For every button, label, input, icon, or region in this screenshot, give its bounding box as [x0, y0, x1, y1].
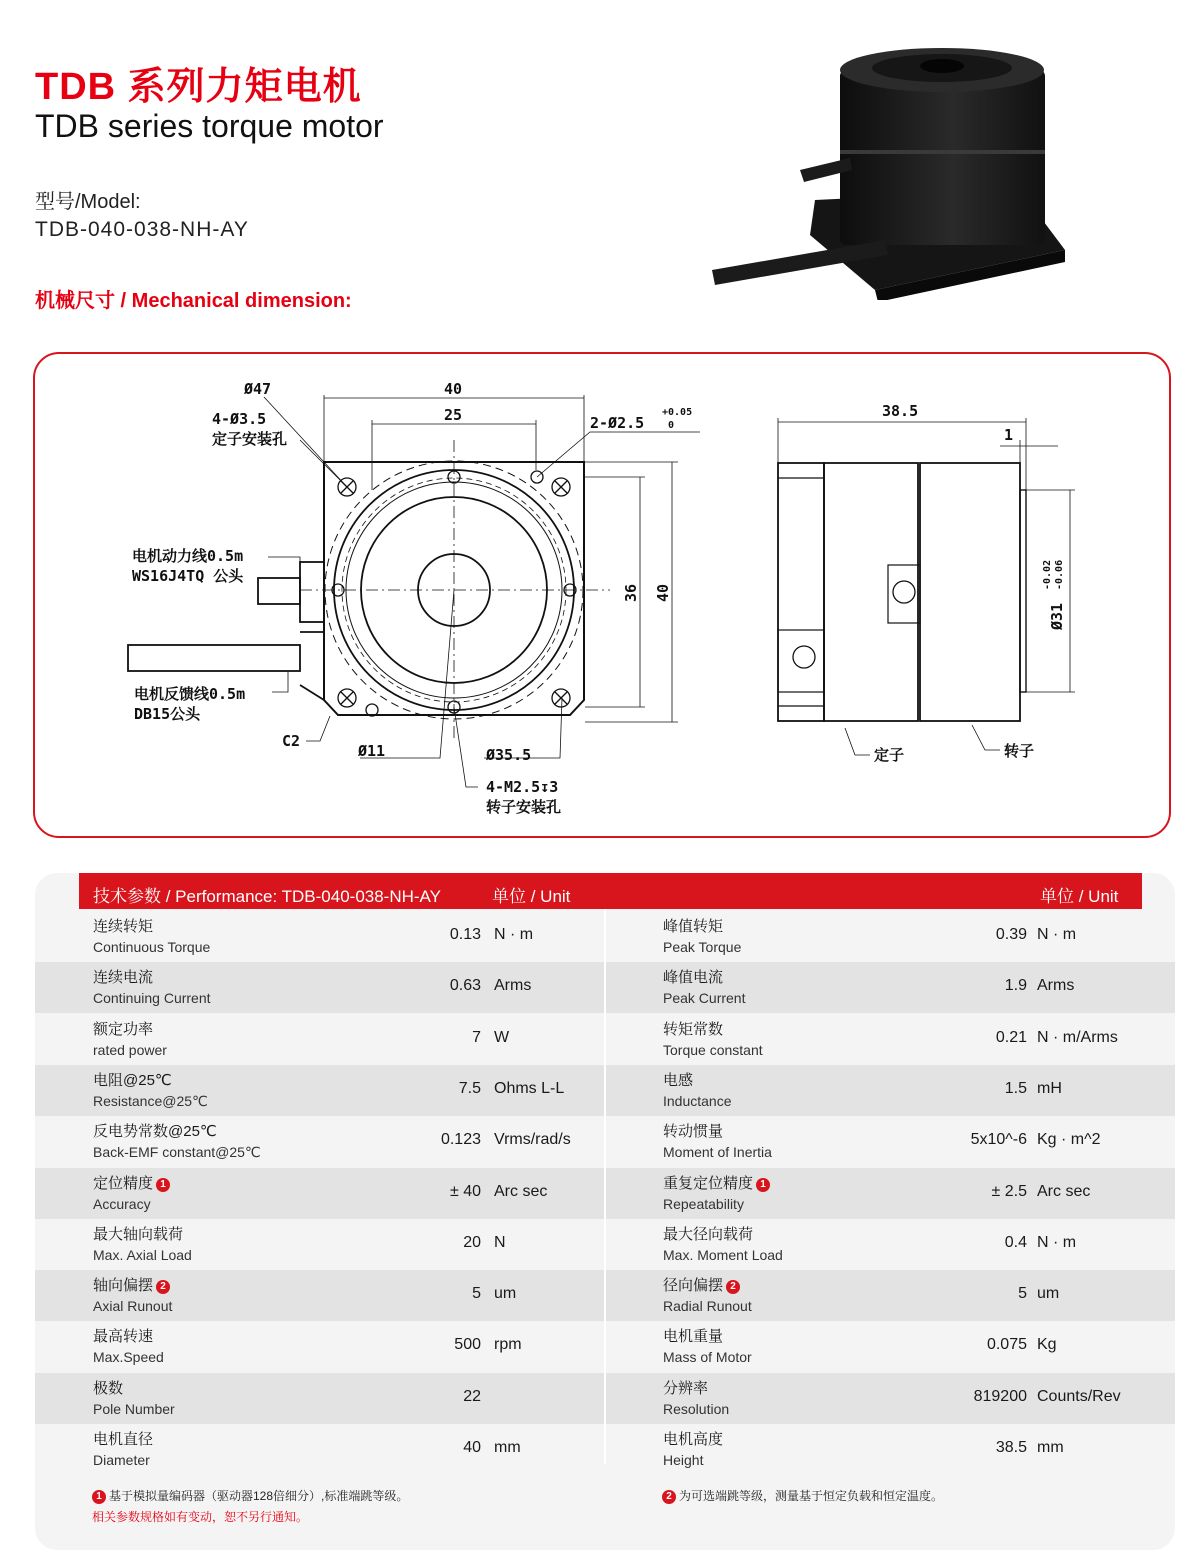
param-name: [663, 1225, 783, 1265]
param-unit: rpm: [494, 1336, 522, 1354]
param-value: 40: [463, 1439, 481, 1456]
note-3: 相关参数规格如有变动，恕不另行通知。: [92, 1510, 309, 1524]
param-name-cn: [93, 917, 210, 937]
param-unit: Counts/Rev: [1037, 1387, 1121, 1405]
param-name-cn-text: 峰值转矩: [663, 918, 724, 935]
dim-d11: Ø11: [358, 742, 386, 760]
param-name-en: Continuing Current: [93, 990, 211, 1007]
param-name: [93, 1379, 175, 1419]
param-name-cn: [93, 1225, 192, 1245]
dim-width-40: 40: [444, 380, 463, 398]
param-name-cn: [663, 1122, 772, 1142]
param-name-cn: [663, 1379, 729, 1399]
footnote-badge: 1: [156, 1178, 170, 1192]
dim-height-40: 40: [654, 583, 672, 602]
param-name-en: Inductance: [663, 1092, 732, 1109]
param-name-cn-text: 额定功率: [93, 1020, 154, 1038]
param-name-en: Torque constant: [663, 1041, 763, 1058]
param-name: [93, 1071, 208, 1111]
param-name-cn: [93, 1122, 261, 1142]
footnote-badge: 2: [726, 1280, 740, 1294]
param-name-en: Max. Axial Load: [93, 1246, 192, 1263]
param-name-cn-text: 连续转矩: [93, 918, 154, 935]
param-name-cn-text: 反电势常数@25℃: [93, 1123, 217, 1141]
param-name: [93, 1122, 261, 1162]
param-unit: um: [1037, 1285, 1060, 1303]
param-value: 0.21: [995, 1028, 1027, 1046]
label-rotor: 转子: [1004, 742, 1035, 760]
param-value: 0.39: [995, 926, 1027, 943]
param-name-cn-text: 径向偏摆: [663, 1277, 724, 1295]
unit-header-right: 单位 / Unit: [1040, 887, 1119, 906]
param-name-en: Diameter: [93, 1452, 150, 1468]
param-name-cn-text: 峰值电流: [663, 969, 724, 987]
note-1: [92, 1487, 408, 1504]
param-name: [93, 968, 211, 1008]
dim-side-tol-up: -0.02: [1042, 559, 1053, 590]
dim-pin-tol-low: 0: [668, 420, 675, 431]
dim-feedback-connector: DB15公头: [134, 705, 201, 723]
param-name-cn: [93, 1020, 167, 1040]
param-name: [663, 1276, 752, 1316]
param-unit: Arms: [494, 977, 532, 995]
param-name-cn: [663, 1020, 763, 1040]
dim-pin-holes: 2-Ø2.5: [590, 414, 645, 432]
param-name: [93, 1174, 170, 1214]
param-value: 0.4: [1004, 1233, 1027, 1251]
param-value: 500: [454, 1336, 481, 1354]
param-value: 5: [472, 1285, 481, 1303]
param-name-en: Peak Torque: [663, 939, 742, 955]
param-name-en: Mass of Motor: [663, 1349, 752, 1366]
param-unit: mm: [494, 1439, 521, 1456]
dim-chamfer: C2: [282, 732, 301, 750]
param-name-cn: [663, 968, 745, 988]
param-unit: Kg · m^2: [1037, 1131, 1101, 1149]
dim-rotor-holes-desc: 转子安装孔: [486, 798, 562, 816]
param-name-en: rated power: [93, 1041, 167, 1058]
param-unit: um: [494, 1285, 517, 1303]
dim-feedback-line: 电机反馈线0.5m: [134, 685, 246, 703]
param-value: 819200: [973, 1387, 1027, 1405]
dim-side-length: 38.5: [882, 402, 919, 420]
param-name-en: Peak Current: [663, 990, 746, 1007]
page-title-en: TDB series torque motor: [35, 108, 384, 144]
param-unit: Arms: [1037, 977, 1075, 995]
note-1-badge: 1: [92, 1490, 106, 1504]
param-name-cn: [663, 1430, 723, 1450]
performance-title: 技术参数 / Performance: TDB-040-038-NH-AY: [93, 887, 441, 906]
param-unit: N · m: [494, 926, 534, 943]
param-name-cn-text: 电机重量: [663, 1328, 724, 1346]
param-unit: Arc sec: [494, 1182, 548, 1200]
param-name: [93, 1327, 164, 1367]
dim-width-25: 25: [444, 406, 463, 424]
param-unit: mm: [1037, 1439, 1064, 1456]
param-name-cn-text: 连续电流: [93, 969, 154, 987]
param-value: 0.075: [986, 1336, 1027, 1354]
param-name: [93, 1276, 172, 1316]
dim-power-line: 电机动力线0.5m: [132, 547, 244, 565]
param-unit: Ohms L-L: [494, 1079, 565, 1097]
dim-height-36: 36: [622, 583, 640, 602]
param-name-cn: [663, 1174, 770, 1194]
dim-side-tol-low: -0.06: [1054, 559, 1065, 590]
param-name-en: Max.Speed: [93, 1349, 164, 1366]
param-unit: N · m: [1037, 1233, 1077, 1251]
param-name-cn: [93, 1071, 208, 1091]
dim-rotor-holes: 4-M2.5↧3: [486, 778, 559, 796]
param-name: [663, 968, 745, 1008]
param-name-cn: [93, 1174, 170, 1194]
param-name-en: Max. Moment Load: [663, 1246, 783, 1263]
note-2: [662, 1487, 943, 1504]
param-unit: Vrms/rad/s: [494, 1131, 571, 1149]
param-name-cn-text: 转矩常数: [663, 1020, 724, 1038]
param-name-cn-text: 重复定位精度: [663, 1174, 754, 1192]
dim-pin-tol-up: +0.05: [662, 407, 693, 418]
param-unit: W: [494, 1028, 510, 1046]
param-value: 0.63: [449, 977, 481, 995]
param-value: 5: [1018, 1285, 1027, 1303]
note-1-text: 基于模拟量编码器（驱动器128倍细分）,标准端跳等级。: [109, 1489, 409, 1503]
param-name-cn-text: 电机直径: [93, 1431, 154, 1448]
param-name-cn: [93, 1327, 164, 1347]
param-name-cn: [663, 1225, 783, 1245]
dim-stator-holes: 4-Ø3.5: [212, 410, 267, 428]
param-name-en: Moment of Inertia: [663, 1144, 772, 1161]
param-value: 38.5: [995, 1439, 1027, 1456]
note-2-text: 为可选端跳等级，测量基于恒定负载和恒定温度。: [679, 1489, 944, 1503]
param-name-cn-text: 电感: [663, 1071, 694, 1089]
param-name-cn-text: 电阻@25℃: [93, 1071, 172, 1089]
mechanical-dimension-title: 机械尺寸 / Mechanical dimension:: [35, 290, 352, 312]
param-name-cn-text: 最大径向载荷: [663, 1225, 754, 1243]
param-name-cn: [93, 1379, 175, 1399]
dim-stator-holes-desc: 定子安装孔: [212, 430, 288, 448]
label-stator: 定子: [874, 746, 905, 764]
param-name: [663, 1071, 732, 1111]
param-value: 7: [472, 1028, 481, 1046]
dim-power-connector: WS16J4TQ 公头: [132, 567, 244, 585]
param-name-cn: [93, 1276, 172, 1296]
param-name-cn: [663, 1327, 752, 1347]
param-name-cn-text: 定位精度: [93, 1174, 154, 1192]
param-name: [93, 1020, 167, 1060]
param-name-en: Repeatability: [663, 1195, 744, 1212]
page-title-cn: TDB 系列力矩电机: [35, 66, 362, 108]
param-unit: N · m/Arms: [1037, 1028, 1118, 1046]
column-divider: [604, 909, 606, 1464]
param-value: ± 2.5: [991, 1182, 1027, 1200]
param-name-en: Height: [663, 1452, 704, 1468]
footnote-badge: 1: [756, 1178, 770, 1192]
param-unit: Arc sec: [1037, 1182, 1091, 1200]
param-name-cn-text: 最高转速: [93, 1328, 154, 1346]
param-name: [93, 917, 210, 957]
dim-side-offset: 1: [1004, 426, 1014, 444]
param-name-cn-text: 轴向偏摆: [93, 1277, 154, 1295]
param-name-cn-text: 极数: [93, 1379, 124, 1397]
param-value: ± 40: [449, 1182, 481, 1200]
param-unit: mH: [1037, 1079, 1062, 1097]
unit-header-left: 单位 / Unit: [492, 887, 571, 906]
param-unit: N: [494, 1233, 506, 1251]
note-2-badge: 2: [662, 1490, 676, 1504]
param-name-cn: [663, 1276, 752, 1296]
param-unit: N · m: [1037, 926, 1077, 943]
model-value: TDB-040-038-NH-AY: [35, 218, 249, 241]
param-name: [663, 1174, 770, 1214]
param-value: 1.9: [1004, 977, 1027, 995]
param-value: 1.5: [1004, 1079, 1027, 1097]
param-name: [93, 1430, 153, 1470]
param-name-cn-text: 最大轴向载荷: [93, 1225, 184, 1243]
param-name-en: Resistance@25℃: [93, 1092, 208, 1109]
param-name-cn: [93, 968, 211, 988]
param-name: [93, 1225, 192, 1265]
param-value: 7.5: [458, 1079, 481, 1097]
param-name-cn-text: 分辨率: [663, 1379, 709, 1397]
param-name-en: Back-EMF constant@25℃: [93, 1144, 261, 1161]
param-name-cn: [663, 917, 741, 937]
param-name: [663, 1327, 752, 1367]
performance-header: [79, 873, 1142, 909]
param-name-en: Continuous Torque: [93, 939, 211, 955]
footnote-badge: 2: [156, 1280, 170, 1294]
param-name: [663, 1020, 763, 1060]
dim-d35: Ø35.5: [486, 746, 532, 764]
param-value: 5x10^-6: [970, 1131, 1027, 1149]
param-name: [663, 917, 741, 957]
model-label: 型号/Model:: [35, 191, 141, 213]
param-name: [663, 1122, 772, 1162]
param-value: 20: [463, 1233, 481, 1251]
param-name-cn-text: 电机高度: [663, 1431, 724, 1448]
param-name-en: Axial Runout: [93, 1298, 173, 1315]
dim-d47: Ø47: [244, 380, 272, 398]
param-name-en: Resolution: [663, 1400, 730, 1417]
param-name-en: Accuracy: [93, 1195, 151, 1212]
param-name-en: Radial Runout: [663, 1298, 752, 1315]
param-name-en: Pole Number: [93, 1400, 175, 1417]
param-name: [663, 1430, 723, 1470]
param-value: 22: [463, 1387, 481, 1405]
param-name-cn: [93, 1430, 153, 1450]
param-name-cn: [663, 1071, 732, 1091]
param-value: 0.13: [449, 926, 481, 943]
param-name-cn-text: 转动惯量: [663, 1123, 724, 1141]
dim-side-diameter: Ø31: [1048, 602, 1066, 630]
param-unit: Kg: [1037, 1336, 1057, 1354]
param-value: 0.123: [440, 1131, 481, 1149]
param-name: [663, 1379, 729, 1419]
